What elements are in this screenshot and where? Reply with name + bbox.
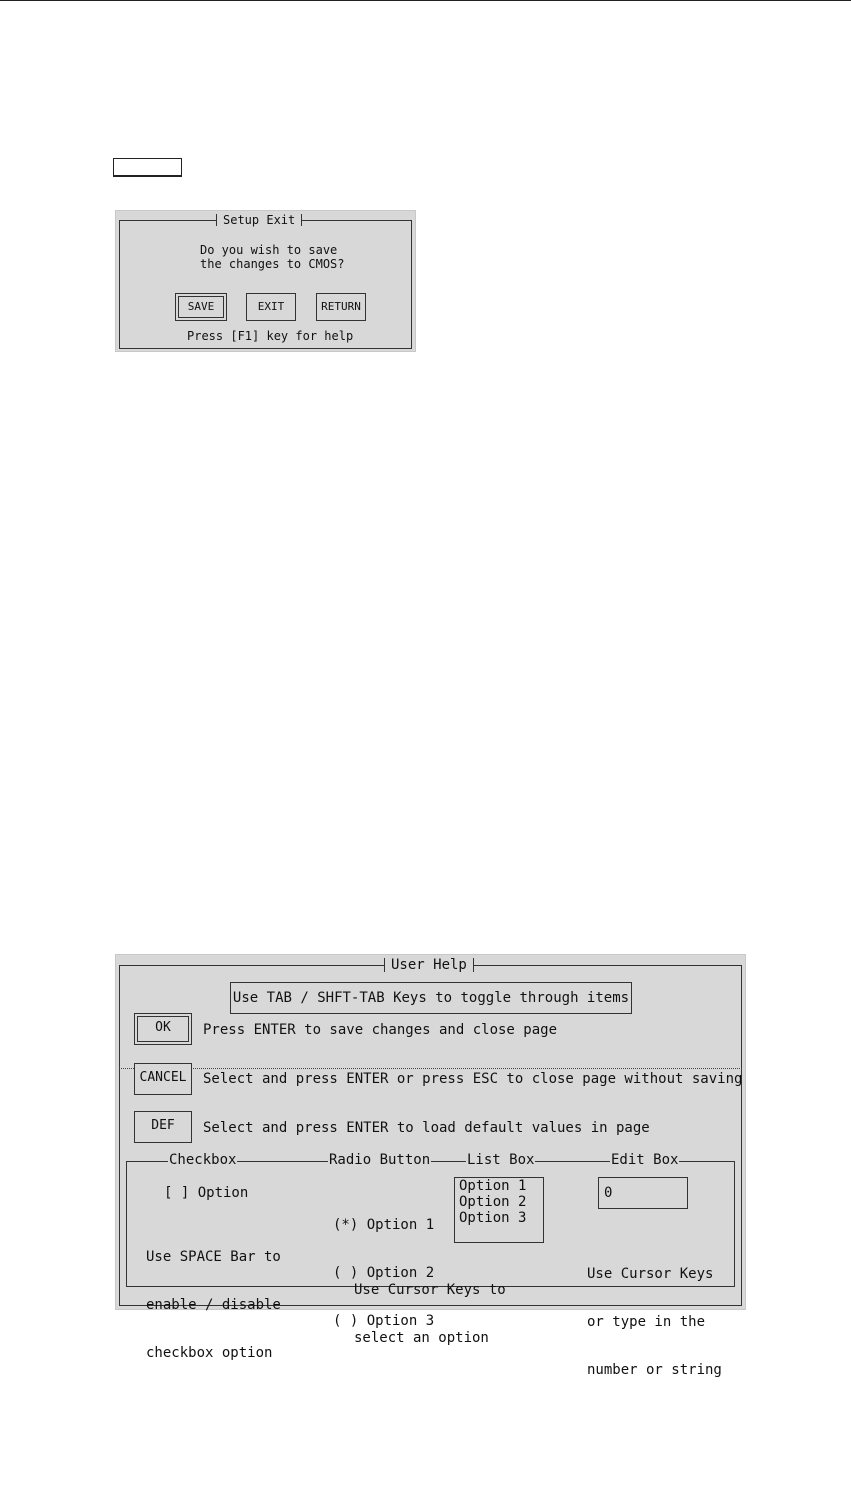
checkbox-help-line: enable / disable bbox=[146, 1297, 281, 1313]
radio-help bbox=[354, 1250, 506, 1378]
ok-button[interactable]: OK bbox=[134, 1013, 192, 1045]
list-item[interactable]: Option 3 bbox=[459, 1210, 527, 1226]
list-item[interactable]: Option 2 bbox=[459, 1194, 527, 1210]
radio-option[interactable]: ( ) Option 2 bbox=[333, 1265, 435, 1281]
editbox-legend: Edit Box bbox=[611, 1152, 679, 1168]
return-button[interactable]: RETURN bbox=[316, 293, 366, 321]
radio-legend: Radio Button bbox=[329, 1152, 431, 1168]
radio-help-line: select an option bbox=[354, 1330, 489, 1346]
list-box[interactable] bbox=[454, 1177, 544, 1243]
radio-help-line: Use Cursor Keys to bbox=[354, 1282, 506, 1298]
list-item[interactable]: Option 1 bbox=[459, 1178, 527, 1194]
tab-tip-box: Use TAB / SHFT-TAB Keys to toggle through items bbox=[230, 982, 632, 1014]
editbox-help-line: number or string bbox=[587, 1362, 722, 1378]
listbox-legend: List Box bbox=[467, 1152, 535, 1168]
checkbox-option[interactable]: [ ] Option bbox=[164, 1185, 249, 1201]
cancel-description: Select and press ENTER or press ESC to close page without saving bbox=[203, 1071, 743, 1087]
setup-exit-prompt-line1: Do you wish to save bbox=[200, 243, 338, 257]
def-button[interactable]: DEF bbox=[134, 1111, 192, 1143]
page-top-rule bbox=[0, 0, 851, 1]
user-help-dialog bbox=[115, 954, 746, 1378]
edit-box[interactable]: 0 bbox=[598, 1177, 688, 1209]
editbox-help-line: Use Cursor Keys bbox=[587, 1266, 714, 1282]
exit-button[interactable]: EXIT bbox=[246, 293, 296, 321]
radio-option[interactable]: (*) Option 1 bbox=[333, 1217, 435, 1233]
checkbox-help-line: Use SPACE Bar to bbox=[146, 1249, 281, 1265]
save-button[interactable]: SAVE bbox=[175, 293, 227, 321]
setup-exit-title: Setup Exit bbox=[216, 214, 302, 226]
editbox-help-line: or type in the bbox=[587, 1314, 706, 1330]
dotted-separator bbox=[119, 1068, 742, 1069]
checkbox-help bbox=[146, 1217, 281, 1393]
ok-description: Press ENTER to save changes and close page bbox=[203, 1022, 558, 1038]
checkbox-help-line: checkbox option bbox=[146, 1345, 273, 1361]
cancel-button[interactable]: CANCEL bbox=[134, 1063, 192, 1095]
setup-exit-prompt-line2: the changes to CMOS? bbox=[200, 257, 345, 271]
radio-option[interactable]: ( ) Option 3 bbox=[333, 1313, 435, 1329]
def-description: Select and press ENTER to load default values in page bbox=[203, 1120, 650, 1136]
editbox-help bbox=[587, 1234, 722, 1410]
setup-exit-help-hint: Press [F1] key for help bbox=[187, 329, 354, 343]
setup-exit-dialog bbox=[115, 210, 416, 352]
key-cap-box bbox=[113, 158, 182, 177]
user-help-title: User Help bbox=[384, 958, 474, 972]
checkbox-legend: Checkbox bbox=[169, 1152, 237, 1168]
